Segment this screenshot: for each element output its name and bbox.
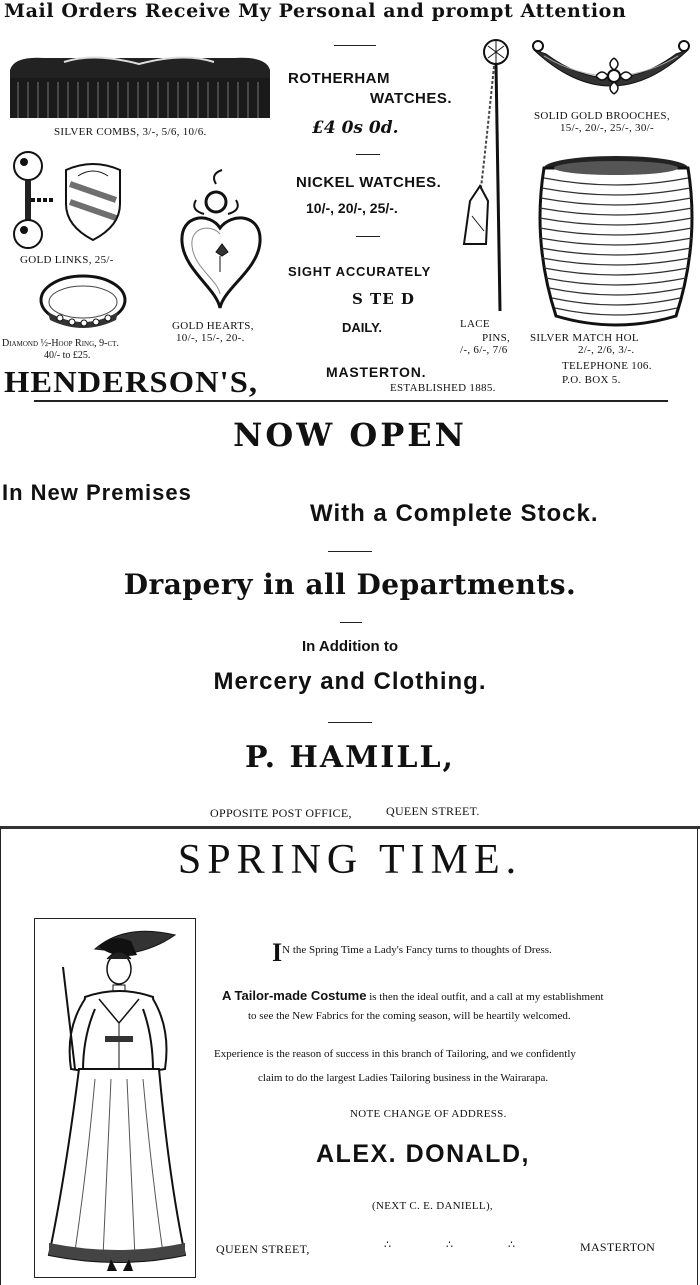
rotherham-line-1: ROTHERHAM [288, 70, 390, 87]
henderson-header: Mail Orders Receive My Personal and prompt Attention [4, 0, 627, 22]
donald-border-left [0, 828, 1, 1285]
gold-links-illustration [8, 144, 128, 254]
hearts-caption-1: GOLD HEARTS, [172, 320, 254, 332]
spring-time-title: SPRING TIME. [177, 837, 523, 883]
dots-2: ∴ [446, 1239, 453, 1251]
center-rule-2 [356, 154, 380, 155]
lace-caption-3: /-, 6/-, 7/6 [460, 344, 508, 356]
donald-border-right [697, 828, 698, 1285]
para2-line2: to see the New Fabrics for the coming season, will be heartily welcomed. [248, 1010, 571, 1022]
nickel-title: NICKEL WATCHES. [296, 174, 442, 191]
now-open: NOW OPEN [233, 416, 467, 454]
ring-caption-1: Diamond ½-Hoop Ring, 9-ct. [2, 338, 119, 349]
diamond-ring-illustration [38, 272, 128, 330]
mercery-line: Mercery and Clothing. [213, 668, 487, 695]
sight-line-2: S TE D [352, 290, 415, 308]
hamill-name: P. HAMILL, [245, 740, 455, 775]
drapery-line: Drapery in all Departments. [123, 568, 577, 601]
dots-3: ∴ [508, 1239, 515, 1251]
sight-line-1: SIGHT ACCURATELY [288, 264, 432, 279]
hamill-rule-3 [328, 722, 372, 723]
henderson-name: HENDERSON'S, [4, 364, 259, 399]
ring-caption-2: 40/- to £25. [44, 350, 91, 361]
hamill-rule-1 [328, 551, 372, 552]
para1-dropcap: I [272, 938, 283, 967]
para3-line2: claim to do the largest Ladies Tailoring business in the Wairarapa. [258, 1072, 549, 1084]
donald-name: ALEX. DONALD, [316, 1140, 530, 1168]
nickel-prices: 10/-, 20/-, 25/-. [306, 200, 398, 216]
para1 [272, 938, 672, 968]
po-box: P.O. BOX 5. [562, 374, 621, 386]
center-rule-1 [334, 45, 376, 46]
lace-caption-2: PINS, [482, 332, 511, 344]
combs-caption: SILVER COMBS, 3/-, 5/6, 10/6. [54, 126, 207, 138]
gold-brooch-illustration [526, 32, 696, 108]
next-to: (NEXT C. E. DANIELL), [372, 1200, 493, 1212]
complete-stock: With a Complete Stock. [310, 500, 599, 527]
donald-street: QUEEN STREET, [216, 1242, 310, 1256]
hamill-opposite: OPPOSITE POST OFFICE, [210, 806, 352, 820]
sight-line-3: DAILY. [342, 320, 382, 335]
match-holder-illustration [534, 152, 698, 330]
center-rule-3 [356, 236, 380, 237]
hearts-caption-2: 10/-, 15/-, 20-. [176, 332, 245, 344]
para2-rest: is then the ideal outfit, and a call at my establishment [366, 991, 604, 1003]
para2-line1 [222, 988, 692, 1003]
rotherham-price: £4 0s 0d. [312, 118, 399, 138]
henderson-established: ESTABLISHED 1885. [390, 382, 496, 394]
new-premises: In New Premises [2, 480, 192, 505]
donald-town: MASTERTON [580, 1240, 656, 1254]
para2-bold: A Tailor-made Costume [222, 988, 367, 1003]
para3-line1: Experience is the reason of success in this branch of Tailoring, and we confidently [214, 1048, 576, 1060]
lady-tailor-made-costume-illustration [34, 918, 196, 1278]
silver-comb-illustration [4, 48, 274, 124]
lace-caption-1: LACE [460, 318, 490, 330]
para1-text: N the Spring Time a Lady's Fancy turns to thoughts of Dress. [282, 944, 552, 956]
match-caption-1: SILVER MATCH HOL [530, 332, 639, 344]
lace-pin-illustration [456, 36, 526, 316]
brooches-caption-1: SOLID GOLD BROOCHES, [534, 110, 670, 122]
section-divider-1 [34, 400, 668, 402]
henderson-town: MASTERTON. [326, 364, 427, 380]
in-addition: In Addition to [301, 638, 399, 655]
brooches-caption-2: 15/-, 20/-, 25/-, 30/- [560, 122, 654, 134]
rotherham-line-2: WATCHES. [370, 90, 453, 107]
gold-heart-illustration [176, 168, 266, 318]
section-divider-2 [0, 826, 700, 829]
telephone: TELEPHONE 106. [562, 360, 652, 372]
dots-1: ∴ [384, 1239, 391, 1251]
hamill-rule-2 [340, 622, 362, 623]
note-change: NOTE CHANGE OF ADDRESS. [350, 1108, 507, 1120]
links-caption: GOLD LINKS, 25/- [20, 254, 114, 266]
match-caption-2: 2/-, 2/6, 3/-. [578, 344, 635, 356]
hamill-street: QUEEN STREET. [386, 804, 480, 818]
